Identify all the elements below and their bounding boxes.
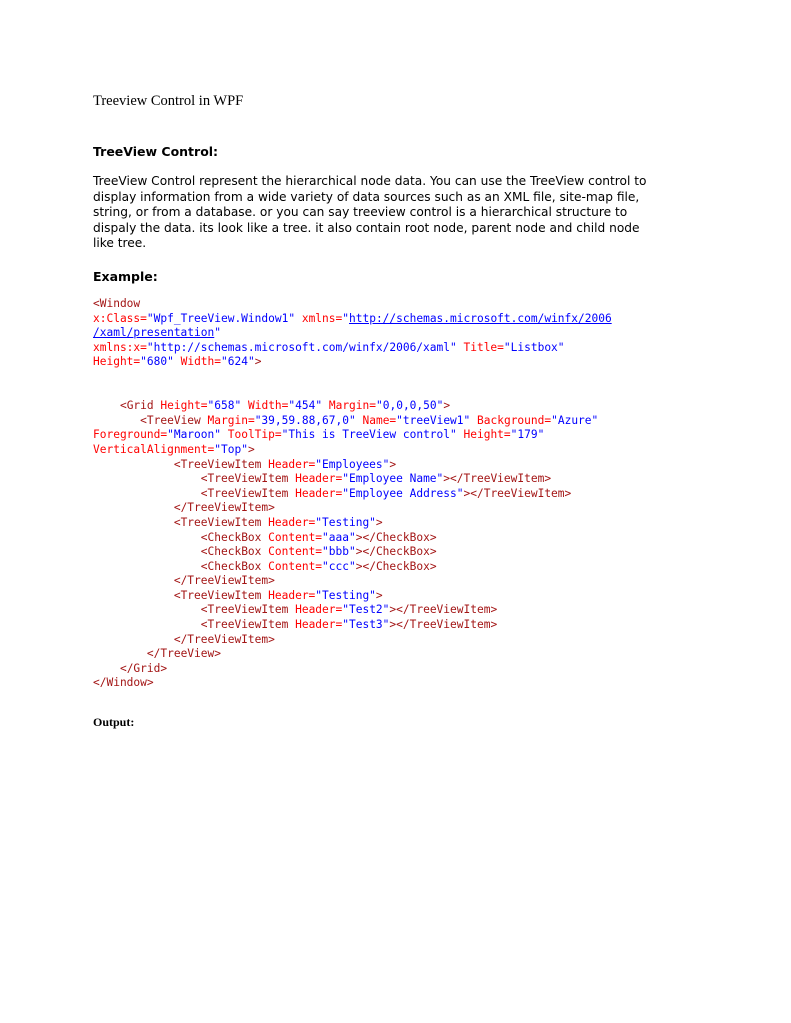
code-token: </TreeViewItem> [173,574,275,588]
code-token: "Listbox" [503,340,565,354]
code-token: "aaa" [322,530,356,544]
code-token: <CheckBox [200,559,262,573]
code-line [93,355,703,370]
code-token: VerticalAlignment= [93,442,215,456]
code-token: </TreeView> [146,647,221,661]
code-token: > [375,588,383,602]
code-token: </TreeViewItem> [173,501,275,515]
code-token [457,428,464,441]
code-token: <TreeViewItem [173,515,262,529]
code-token: Content= [268,530,323,544]
code-token: "This is TreeView control" [281,428,457,442]
code-token [93,545,201,558]
code-token: ></CheckBox> [355,530,437,544]
code-line [93,560,703,575]
code-token: "179" [510,428,545,442]
code-token: Content= [268,545,323,559]
code-token: Width= [180,355,222,369]
code-token: "0,0,0,50" [376,399,444,413]
code-token: ></TreeViewItem> [389,603,498,617]
code-line [93,676,703,691]
code-token [93,501,174,514]
code-line [93,341,703,356]
code-line [93,647,703,662]
code-token: ></TreeViewItem> [443,472,552,486]
code-line [93,589,703,604]
section-heading: TreeView Control: [93,144,219,159]
code-token [174,355,181,368]
code-line [93,487,703,502]
code-token: "39,59.88,67,0" [254,413,356,427]
code-token: ></TreeViewItem> [389,618,498,632]
code-token: <TreeViewItem [173,457,262,471]
code-token: x:Class= [93,311,147,325]
code-token: "Azure" [551,413,599,427]
code-token: ></CheckBox> [355,559,437,573]
code-line [93,633,703,648]
code-token: Background= [477,413,552,427]
code-token [322,399,329,412]
code-link[interactable]: http://schemas.microsoft.com/winfx/2006 [349,311,612,325]
code-line [93,545,703,560]
code-token: <CheckBox [200,530,262,544]
code-line [93,603,703,618]
code-token: Header= [295,618,343,632]
code-token: <Window [93,297,141,310]
code-line [93,516,703,531]
code-token: "Testing" [315,515,376,529]
code-token: Header= [295,603,343,617]
code-token: ></TreeViewItem> [463,486,572,500]
code-block [93,297,703,691]
code-token: "Maroon" [167,428,221,442]
code-token: </Window> [93,676,154,690]
code-token: > [443,399,451,413]
code-token: "658" [207,399,242,413]
code-line [93,443,703,458]
code-token: "Wpf_TreeView.Window1" [146,311,296,325]
code-token: "680" [140,355,174,369]
code-line [93,414,703,429]
code-token [93,647,147,660]
code-token: ></CheckBox> [355,545,437,559]
paragraph-line: dispaly the data. its look like a tree. it also contain root node, parent node and child node [93,220,640,235]
paragraph-line: string, or from a database. or you can say treeview control is a hierarchical structure to [93,205,628,219]
code-token: Content= [268,559,323,573]
paragraph-line: like tree. [93,236,147,250]
code-token: Margin= [328,399,376,413]
code-line [93,312,703,327]
code-token [295,312,302,325]
code-line [93,501,703,516]
code-line [93,618,703,633]
code-token [93,560,201,573]
description-paragraph [93,174,703,252]
code-token: Margin= [207,413,255,427]
code-token: Title= [463,340,504,354]
code-token: Header= [295,486,343,500]
code-token: <TreeViewItem [200,618,289,632]
code-token: " [342,311,349,325]
code-token: </TreeViewItem> [173,632,275,646]
code-token: "Employee Name" [342,472,444,486]
code-token: Height= [160,399,208,413]
output-heading: Output: [93,715,135,729]
code-token: > [254,355,262,369]
code-token: Height= [93,355,141,369]
code-token [93,531,201,544]
code-token: <TreeView [140,413,201,427]
code-token: xmlns:x= [93,340,147,354]
code-token: Header= [268,515,316,529]
code-token: <Grid [119,399,154,413]
code-token: xmlns= [301,311,343,325]
code-token [93,516,174,529]
code-token [241,399,248,412]
code-line [93,399,703,414]
code-token: "treeView1" [396,413,471,427]
code-token [470,414,477,427]
code-line [93,458,703,473]
code-token [93,399,120,412]
code-token: "Testing" [315,588,376,602]
code-token: <TreeViewItem [200,603,289,617]
example-heading: Example: [93,269,158,284]
code-link[interactable]: /xaml/presentation [93,326,215,340]
code-token: ToolTip= [227,428,282,442]
code-line [93,297,703,312]
code-token: "Test2" [342,603,390,617]
code-line [93,370,703,385]
code-line [93,662,703,677]
code-token: Header= [295,472,343,486]
code-token: "Employee Address" [342,486,464,500]
code-token: > [375,515,383,529]
code-token [93,589,174,602]
code-line [93,472,703,487]
code-token: <TreeViewItem [173,588,262,602]
code-token [93,633,174,646]
code-token [93,662,120,675]
code-token: "Top" [214,442,248,456]
code-token: "http://schemas.microsoft.com/winfx/2006/xaml" [146,340,457,354]
code-token [93,487,201,500]
code-token [93,414,140,427]
code-token: Foreground= [93,428,168,442]
code-line [93,428,703,443]
code-token: "ccc" [322,559,356,573]
code-token: </Grid> [119,661,168,675]
code-token: > [247,442,255,456]
code-line [93,574,703,589]
code-token: <TreeViewItem [200,486,289,500]
code-token [221,428,228,441]
code-token: <TreeViewItem [200,472,289,486]
code-token: <CheckBox [200,545,262,559]
code-token: "454" [288,399,323,413]
paragraph-line: TreeView Control represent the hierarchical node data. You can use the TreeView control to [93,174,647,188]
code-line [93,531,703,546]
code-token: > [389,457,397,471]
code-token: "bbb" [322,545,356,559]
code-token [93,618,201,631]
code-token: Header= [268,457,316,471]
code-token: "Employees" [315,457,390,471]
code-token: Name= [362,413,397,427]
code-token: Header= [268,588,316,602]
code-token: " [214,326,221,340]
document-title: Treeview Control in WPF [93,93,244,109]
code-token: Width= [247,399,289,413]
code-token [93,574,174,587]
code-token [93,603,201,616]
paragraph-line: display information from a wide variety of data sources such as an XML file, site-map file, [93,189,640,204]
code-line [93,385,703,400]
code-token [93,472,201,485]
code-token: "Test3" [342,618,390,632]
code-token [201,414,208,427]
code-token [93,458,174,471]
code-token: Height= [463,428,511,442]
code-line [93,326,703,341]
code-token: "624" [221,355,255,369]
